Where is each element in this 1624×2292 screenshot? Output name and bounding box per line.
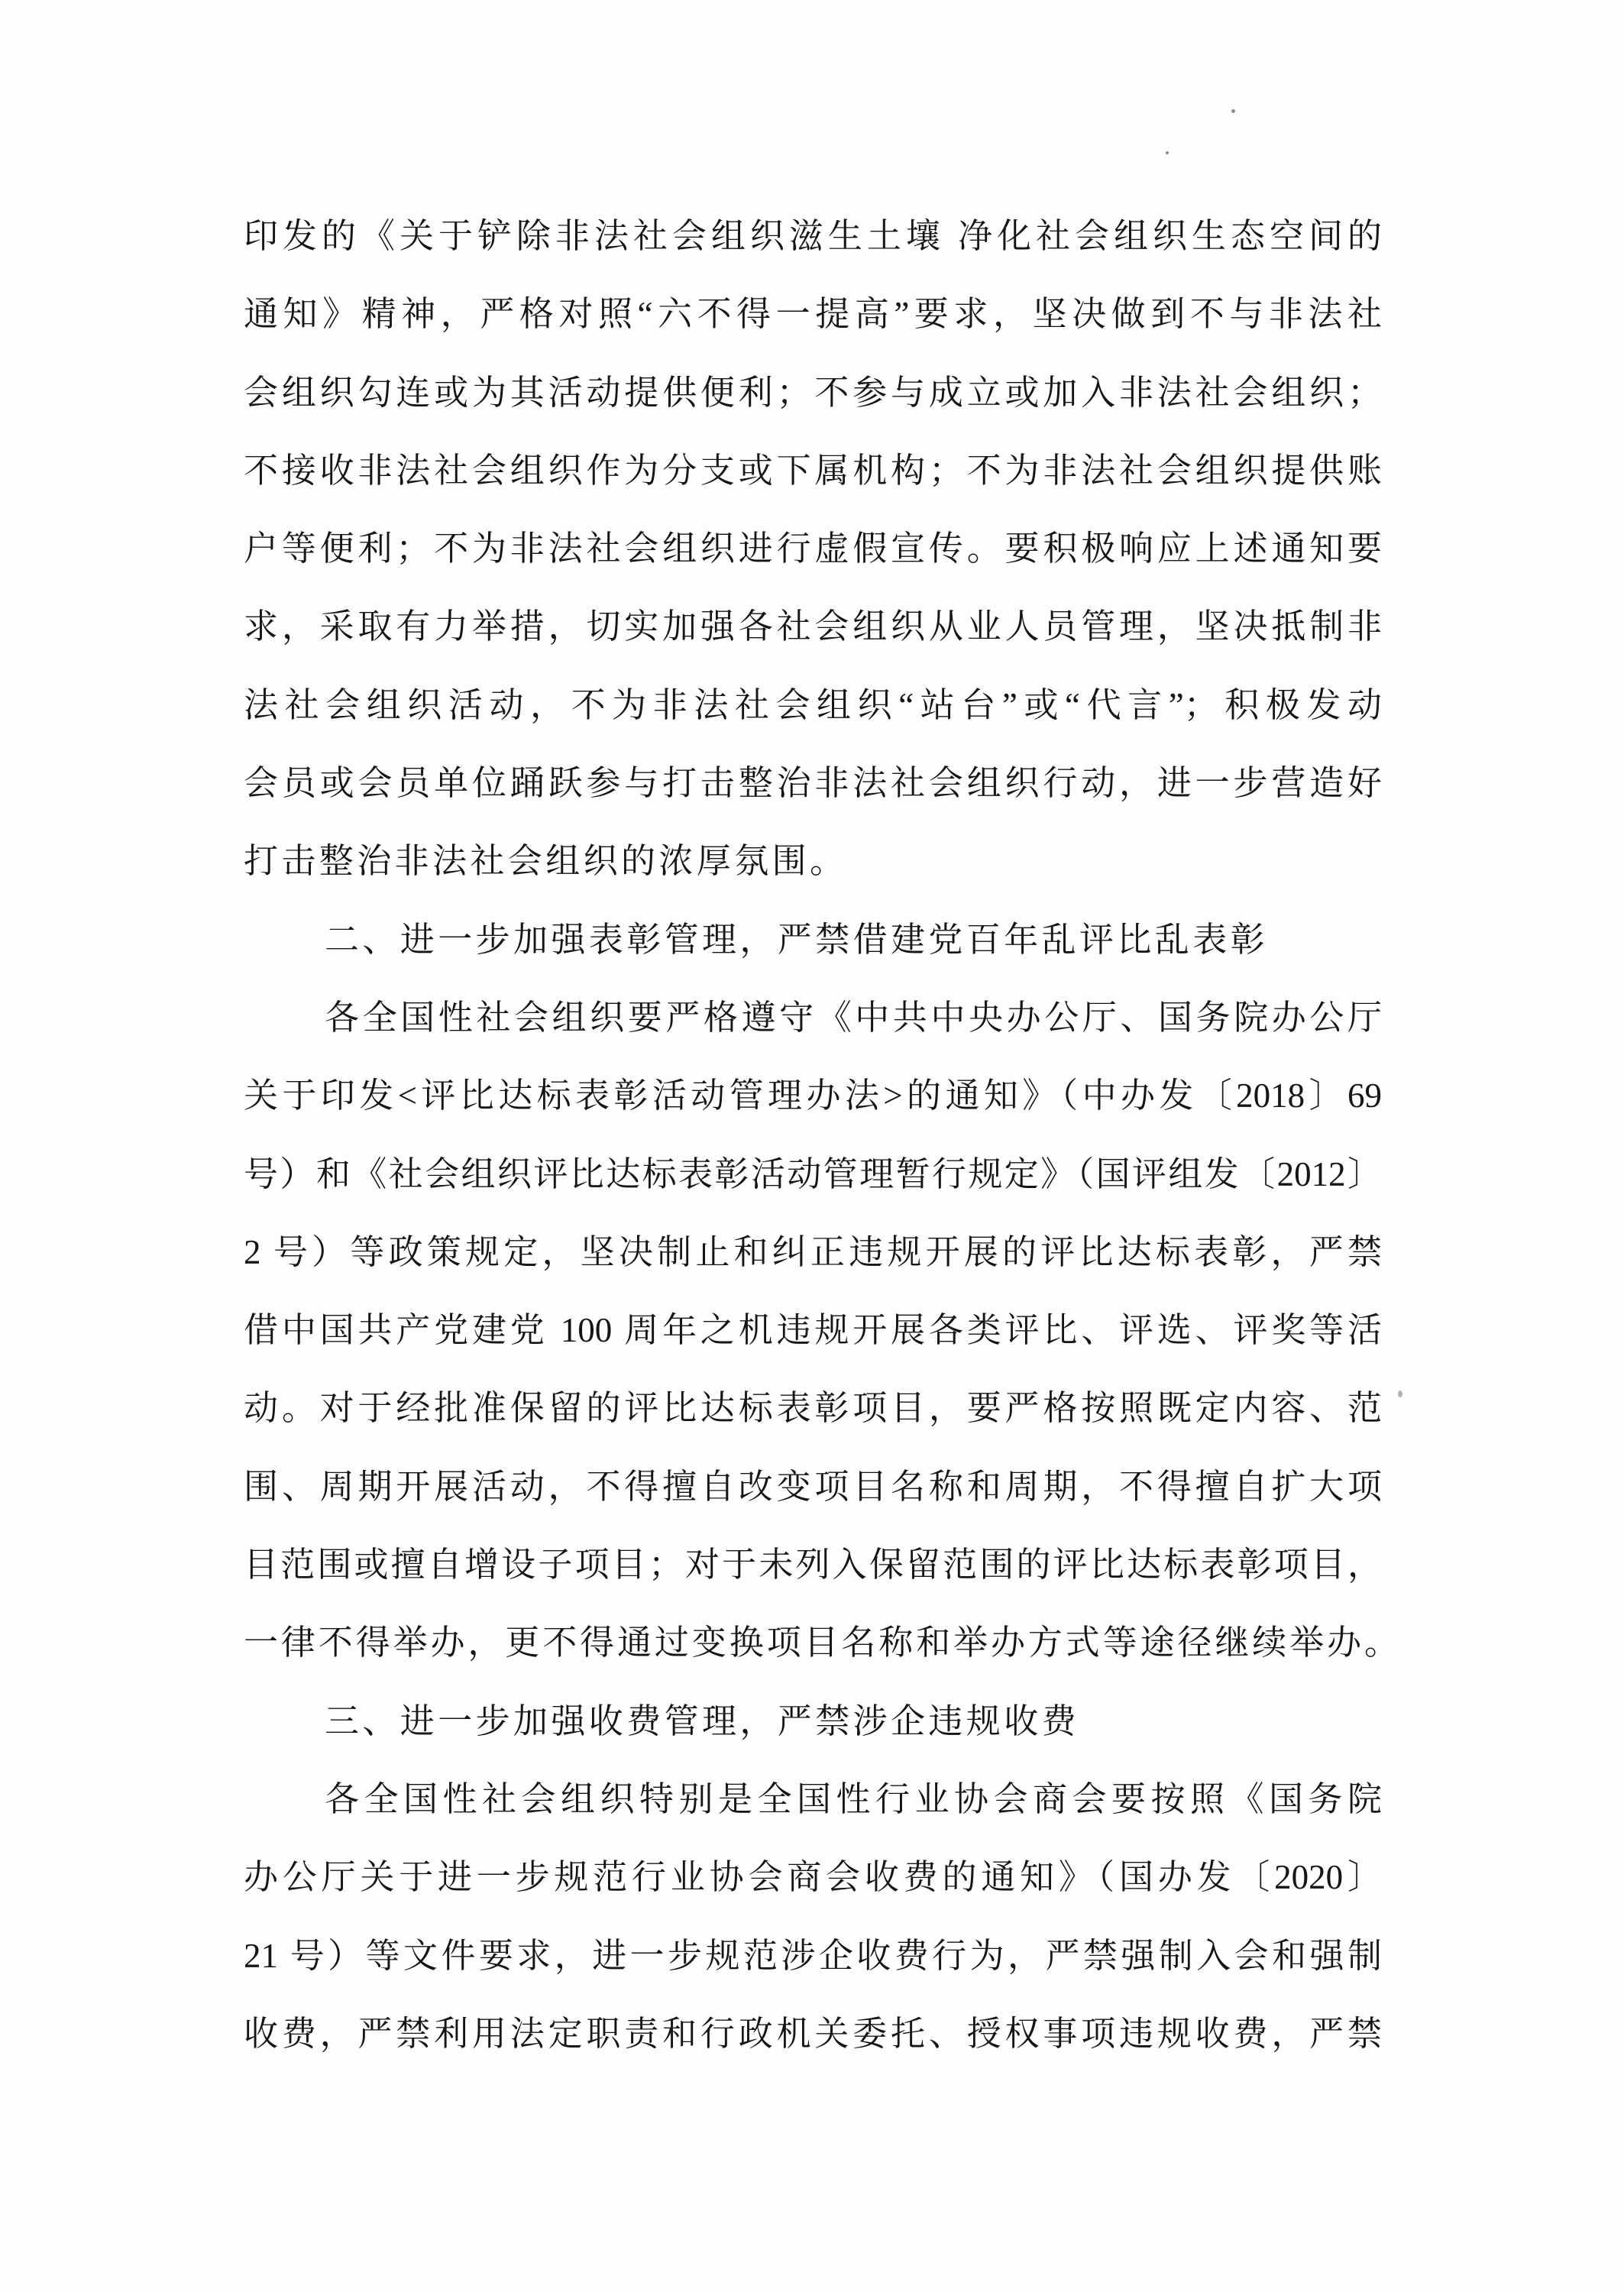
scan-speck <box>1231 109 1235 113</box>
paragraph-line: 一律不得举办，更不得通过变换项目名称和举办方式等途径继续举办。 <box>244 1624 1399 1662</box>
paragraph-line: 关于印发<评比达标表彰活动管理办法>的通知》（中办发〔2018〕69 <box>244 1076 1382 1115</box>
continued-paragraph <box>244 197 1382 901</box>
scan-speck <box>1166 151 1169 154</box>
paragraph-line: 不接收非法社会组织作为分支或下属机构；不为非法社会组织提供账 <box>244 451 1382 490</box>
paragraph-line: 围、周期开展活动，不得擅自改变项目名称和周期，不得擅自扩大项 <box>244 1467 1382 1506</box>
paragraph-line: 号）和《社会组织评比达标表彰活动管理暂行规定》（国评组发〔2012〕 <box>244 1154 1382 1193</box>
paragraph-line: 打击整治非法社会组织的浓厚氛围。 <box>244 842 848 881</box>
paragraph-line: 目范围或擅自增设子项目；对于未列入保留范围的评比达标表彰项目， <box>244 1546 1382 1585</box>
paragraph-line: 会员或会员单位踊跃参与打击整治非法社会组织行动，进一步营造好 <box>244 764 1382 803</box>
section-3-heading: 三、进一步加强收费管理，严禁涉企违规收费 <box>325 1701 1080 1740</box>
section-2-paragraph <box>244 979 1399 1682</box>
paragraph-line: 办公厅关于进一步规范行业协会商会收费的通知》（国办发〔2020〕 <box>244 1858 1382 1897</box>
document-body <box>244 197 1399 2073</box>
scan-speck <box>1398 1390 1402 1397</box>
paragraph-line: 2 号）等政策规定，坚决制止和纠正违规开展的评比达标表彰，严禁 <box>244 1232 1382 1271</box>
paragraph-line: 各全国性社会组织特别是全国性行业协会商会要按照《国务院 <box>325 1779 1382 1818</box>
paragraph-line: 通知》精神，严格对照“六不得一提高”要求，坚决做到不与非法社 <box>244 295 1382 334</box>
section-3-paragraph <box>244 1760 1382 2073</box>
paragraph-line: 印发的《关于铲除非法社会组织滋生土壤 净化社会组织生态空间的 <box>244 217 1382 255</box>
paragraph-line: 各全国性社会组织要严格遵守《中共中央办公厅、国务院办公厅 <box>325 998 1382 1037</box>
paragraph-line: 收费，严禁利用法定职责和行政机关委托、授权事项违规收费，严禁 <box>244 2014 1382 2053</box>
paragraph-line: 动。对于经批准保留的评比达标表彰项目，要严格按照既定内容、范 <box>244 1389 1382 1428</box>
paragraph-line: 求，采取有力举措，切实加强各社会组织从业人员管理，坚决抵制非 <box>244 607 1382 646</box>
paragraph-line: 户等便利；不为非法社会组织进行虚假宣传。要积极响应上述通知要 <box>244 529 1382 568</box>
paragraph-line: 21 号）等文件要求，进一步规范涉企收费行为，严禁强制入会和强制 <box>244 1936 1382 1975</box>
paragraph-line: 借中国共产党建党 100 周年之机违规开展各类评比、评选、评奖等活 <box>244 1311 1382 1350</box>
paragraph-line: 法社会组织活动，不为非法社会组织“站台”或“代言”；积极发动 <box>244 685 1382 724</box>
section-2-heading: 二、进一步加强表彰管理，严禁借建党百年乱评比乱表彰 <box>325 920 1269 959</box>
paragraph-line: 会组织勾连或为其活动提供便利；不参与成立或加入非法社会组织； <box>244 373 1382 412</box>
